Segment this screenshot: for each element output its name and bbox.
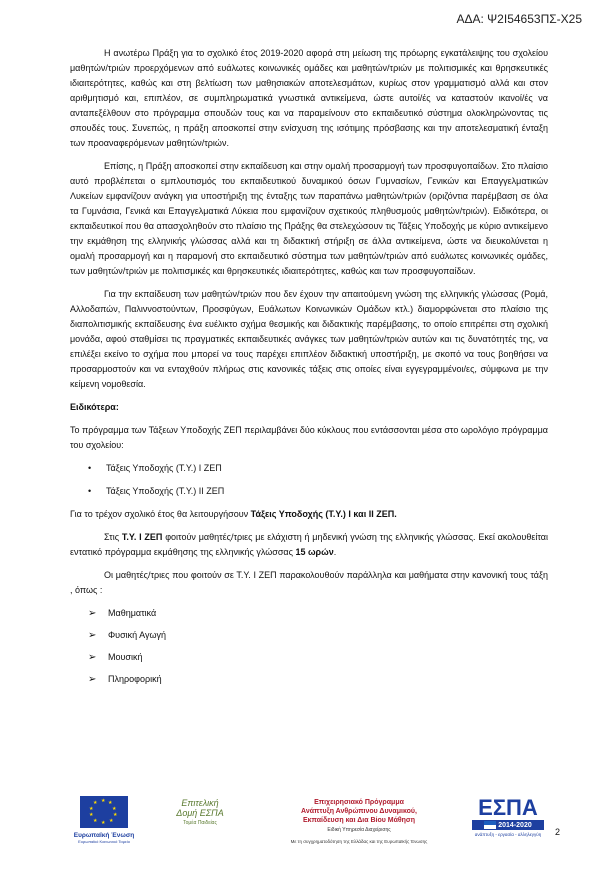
arrow-bullet-icon: ➢ — [88, 630, 97, 641]
section-heading: Ειδικότερα: — [70, 402, 119, 412]
list-item: ➢ Μαθηματικά — [88, 608, 157, 619]
eu-label: Ευρωπαϊκή Ένωση — [73, 832, 135, 839]
operational-programme-logo: Επιχειρησιακό Πρόγραμμα Ανάπτυξη Ανθρώπινου Δυναμικού, Εκπαίδευση και Δια Βίου Μάθηση Ειδική Υπηρεσία Διαχείρισης Με τη συγχρηματοδότηση της Ελλάδας και της Ευρωπαϊκής Ένωσης — [290, 799, 428, 844]
arrow-bullet-icon: ➢ — [88, 652, 97, 663]
espa-logo: ΕΣΠΑ 2014-2020 ανάπτυξη - εργασία - αλληλεγγύη — [472, 796, 544, 837]
paragraph-2: Επίσης, η Πράξη αποσκοπεί στην εκπαίδευση και στην ομαλή προσαρμογή των προσφυγοπαίδων. Στο πλαίσιο αυτό προβλέπεται ο εμπλουτισμός του εκπαιδευτικού δυναμικού όσων Γυμνασίων, Γενικών και Επαγγελματικών Λυκείων εμφανίζουν ανάγκη για υποστήριξη της ένταξης των παραπάνω μαθητών/τριών (οριζόντια παρέμβαση σε όλα τα Γυμνάσια, Γενικά και Επαγγελματικά Λύκεια που εμφανίζουν σχετικούς πληθυσμούς μαθητών/τριών). Ειδικότερα, οι εκπαιδευτικοί που θα απασχοληθούν στο πλαίσιο της Πράξης θα στελεχώσουν τις Τάξεις Υποδοχής με κύριο αντικείμενο την εκμάθηση της ελληνικής γλώσσας αλλά και τη διδακτική στήριξη σε άλλα αντικείμενα, ώστε να διευκολύνεται η ομαλή προσαρμογή και η παραμονή στο εκπαιδευτικό σύστημα των μαθητών/τριών από ευάλωτες κοινωνικές ομάδες, των μαθητών/τριών με πολιτισμικές και θρησκευτικές ιδιαιτερότητες, καθώς και των προσφυγοπαίδων. — [70, 161, 548, 276]
arrow-bullet-icon: ➢ — [88, 674, 97, 685]
eu-logo — [68, 796, 140, 854]
paragraph-6: Στις Τ.Υ. Ι ΖΕΠ φοιτούν μαθητές/τριες με ελάχιστη ή μηδενική γνώση της ελληνικής γλώσσας. Εκεί ακολουθείται εντατικό πρόγραμμα εκμάθησης της ελληνικής γλώσσας 15 ωρών. — [70, 532, 548, 557]
bullet-icon: • — [88, 486, 92, 496]
paragraph-4: Το πρόγραμμα των Τάξεων Υποδοχής ΖΕΠ περιλαμβάνει δύο κύκλους που εντάσσονται μέσα στο ωρολόγιο πρόγραμμα του σχολείου: — [70, 425, 548, 450]
arrow-bullet-icon: ➢ — [88, 608, 97, 619]
esd-logo: Επιτελική Δομή ΕΣΠΑ Τομέα Παιδείας — [176, 798, 224, 826]
subjects-list — [70, 606, 548, 687]
ada-code: ΑΔΑ: Ψ2Ι54653ΠΣ-Χ25 — [456, 12, 582, 26]
bullet-icon: • — [88, 463, 92, 473]
list-item: ➢ Φυσική Αγωγή — [88, 630, 167, 641]
paragraph-1: Η ανωτέρω Πράξη για το σχολικό έτος 2019-2020 αφορά στη μείωση της πρόωρης εγκατάλειψης του σχολείου μαθητών/τριών προερχόμενων από ευάλωτες κοινωνικές ομάδες και μαθητών/τριών με πολιτισμικές και θρησκευτικές ιδιαιτερότητες, καθώς και στη βελτίωση των μαθησιακών αποτελεσμάτων, κυρίως στον γραμματισμό αλλά και στον αριθμητισμό και, επιπλέον, σε συμπληρωματικά γνωστικά αντικείμενα, ώστε αυτοί/ές να καταστούν ικανοί/ές να ανταπεξέλθουν στο πρόγραμμα σπουδών τους και να παραμείνουν στο εκπαιδευτικό σύστημα ολοκληρώνοντας τις σπουδές τους. Συνεπώς, η πράξη αποσκοπεί στην ενίσχυση της ισότιμης πρόσβασης και την αποτελεσματική ένταξη των προαναφερόμενων μαθητών/τριών. — [70, 48, 548, 148]
paragraph-7: Οι μαθητές/τριες που φοιτούν σε Τ.Υ. Ι ΖΕΠ παρακολουθούν παράλληλα και μαθήματα στην κανονική τους τάξη , όπως : — [70, 570, 548, 595]
document-body — [70, 46, 548, 694]
greek-flag-icon — [484, 821, 496, 829]
eu-sublabel: Ευρωπαϊκό Κοινωνικό Ταμείο — [78, 839, 130, 844]
list-item: ➢ Μουσική — [88, 652, 143, 663]
list-item: • Τάξεις Υποδοχής (Τ.Υ.) ΙΙ ΖΕΠ — [88, 484, 548, 499]
paragraph-3: Για την εκπαίδευση των μαθητών/τριών που δεν έχουν την απαιτούμενη γνώση της ελληνικής γλώσσας (Ρομά, Αλλοδαπών, Παλιννοστούντων, Προσφύγων, Ευάλωτων Κοινωνικών Ομάδων κτλ.) διαμορφώνεται στο πλαίσιο της διαπολιτισμικής εκπαίδευσης ένα ευέλικτο σχήμα θεσμικής και διδακτικής παρέμβασης, το οποίο επιτρέπει στη σχολική μονάδα, αφού σταθμίσει τις πραγματικές εκπαιδευτικές ανάγκες των μαθητών/τριών αυτών και τις δυνατότητές της, να επιλέξει εκείνο το σχήμα που μπορεί να τους παρέχει επιπλέον διδακτική υποστήριξη, με σκοπό να τους βοηθήσει να προσαρμοστούν και να ενταχθούν πλήρως στις κανονικές τάξεις στις οποίες είναι εγγεγραμμένοι/ες, σύμφωνα με την κείμενη νομοθεσία. — [70, 289, 548, 389]
list-item: • Τάξεις Υποδοχής (Τ.Υ.) Ι ΖΕΠ — [88, 461, 548, 476]
paragraph-5: Για το τρέχον σχολικό έτος θα λειτουργήσουν Τάξεις Υποδοχής (Τ.Υ.) Ι και ΙΙ ΖΕΠ. — [70, 509, 397, 519]
list-item: ➢ Πληροφορική — [88, 674, 162, 685]
eu-flag-icon: ★ ★ ★ ★ ★ ★ ★ ★ ★ ★ — [80, 796, 128, 828]
footer-logos — [68, 796, 558, 854]
cycles-list — [70, 461, 548, 499]
page-number: 2 — [554, 827, 560, 837]
